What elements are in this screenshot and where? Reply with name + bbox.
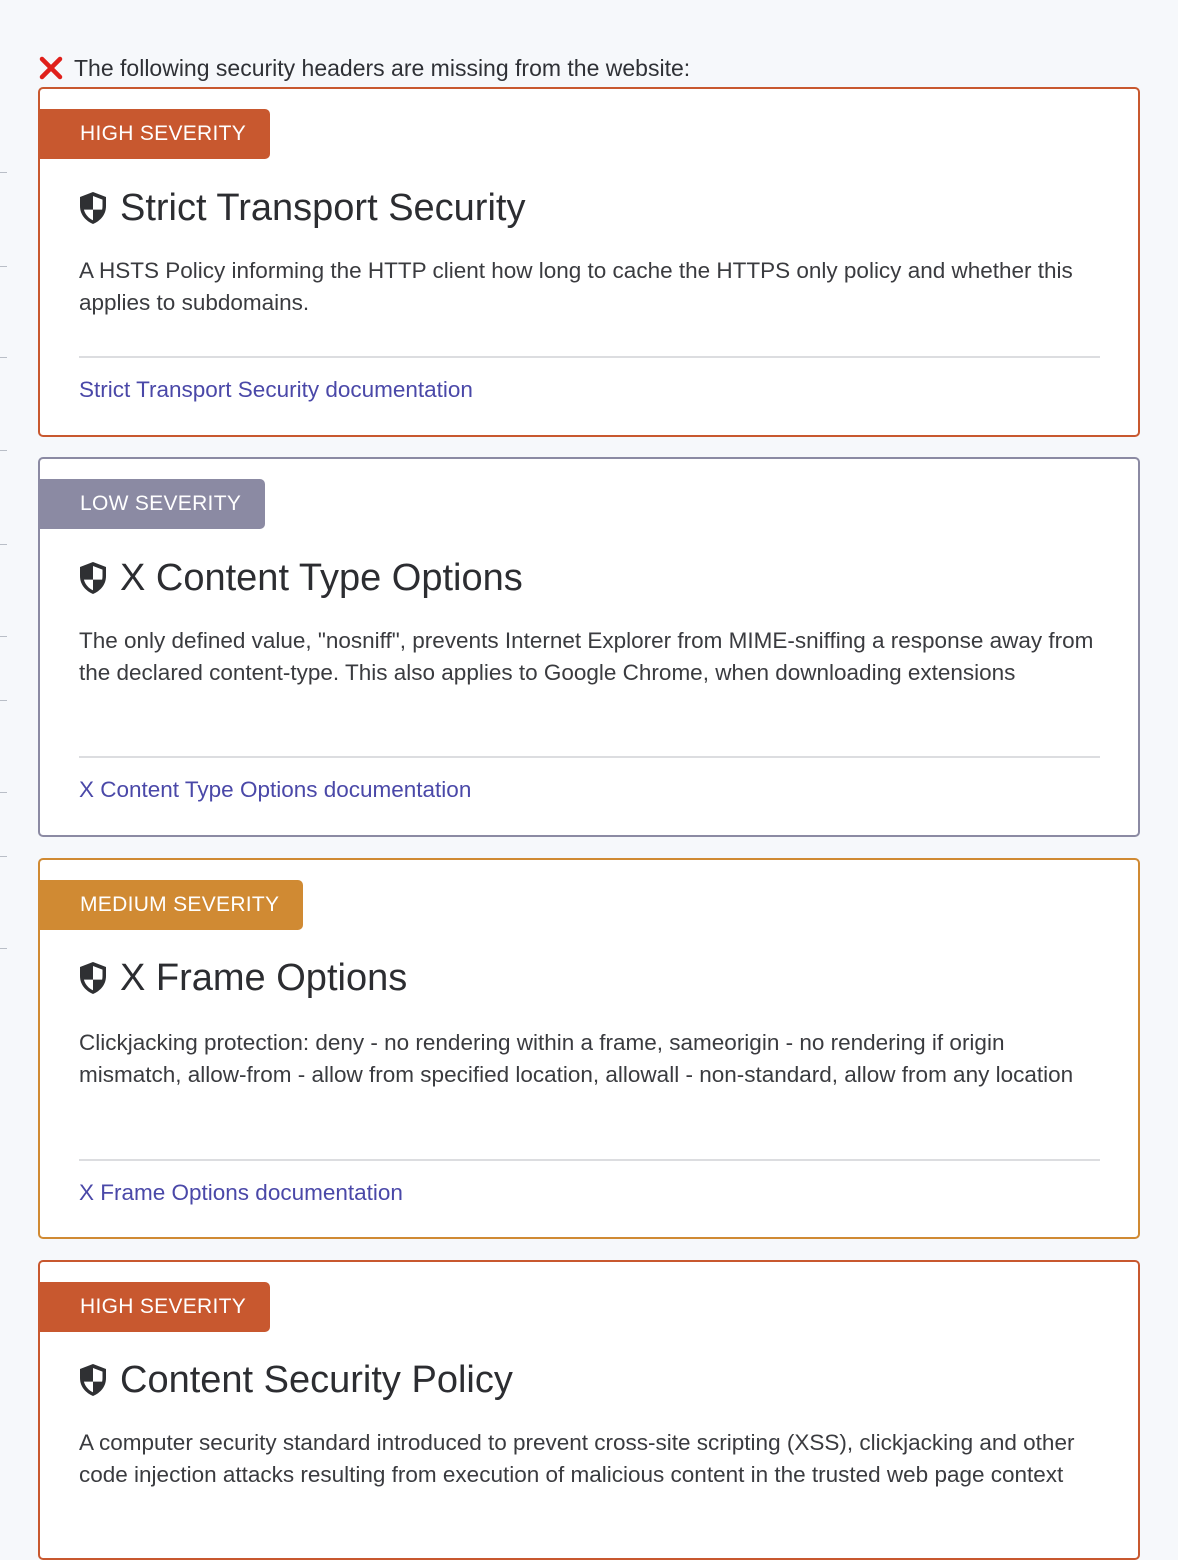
severity-badge: HIGH SEVERITY bbox=[40, 109, 270, 159]
header-card-content-security-policy bbox=[38, 1260, 1140, 1560]
severity-badge: HIGH SEVERITY bbox=[40, 1282, 270, 1332]
severity-badge: MEDIUM SEVERITY bbox=[40, 880, 303, 930]
close-icon bbox=[38, 55, 64, 81]
documentation-link[interactable]: X Content Type Options documentation bbox=[79, 777, 472, 802]
header-card-x-frame-options bbox=[38, 858, 1140, 1239]
shield-icon bbox=[78, 1363, 108, 1397]
card-description: A computer security standard introduced to prevent cross-site scripting (XSS), clickjacking and other code injection attacks resulting from execution of malicious content in the trusted web page context bbox=[79, 1430, 1075, 1487]
documentation-link[interactable]: X Frame Options documentation bbox=[79, 1180, 403, 1205]
card-description: A HSTS Policy informing the HTTP client how long to cache the HTTPS only policy and whether this applies to subdomains. bbox=[79, 258, 1073, 315]
card-title: X Content Type Options bbox=[78, 556, 523, 600]
shield-icon bbox=[78, 191, 108, 225]
card-divider bbox=[79, 356, 1100, 358]
header-card-strict-transport-security bbox=[38, 87, 1140, 437]
card-description: Clickjacking protection: deny - no rendering within a frame, sameorigin - no rendering if origin mismatch, allow-from - allow from specified location, allowall - non-standard, allow from any location bbox=[79, 1030, 1074, 1087]
shield-icon bbox=[78, 961, 108, 995]
card-title: Content Security Policy bbox=[78, 1358, 513, 1402]
left-gutter-ticks bbox=[0, 0, 8, 1526]
documentation-link[interactable]: Strict Transport Security documentation bbox=[79, 377, 473, 402]
severity-badge: LOW SEVERITY bbox=[40, 479, 265, 529]
card-title: X Frame Options bbox=[78, 956, 407, 1000]
header-card-x-content-type-options bbox=[38, 457, 1140, 837]
shield-icon bbox=[78, 561, 108, 595]
card-description: The only defined value, "nosniff", prevents Internet Explorer from MIME-sniffing a response away from the declared content-type. This also applies to Google Chrome, when downloading extensions bbox=[79, 628, 1094, 685]
card-divider bbox=[79, 756, 1100, 758]
summary-text: The following security headers are missing from the website: bbox=[74, 55, 691, 81]
card-divider bbox=[79, 1159, 1100, 1161]
missing-headers-summary bbox=[38, 54, 690, 82]
card-title: Strict Transport Security bbox=[78, 186, 525, 230]
